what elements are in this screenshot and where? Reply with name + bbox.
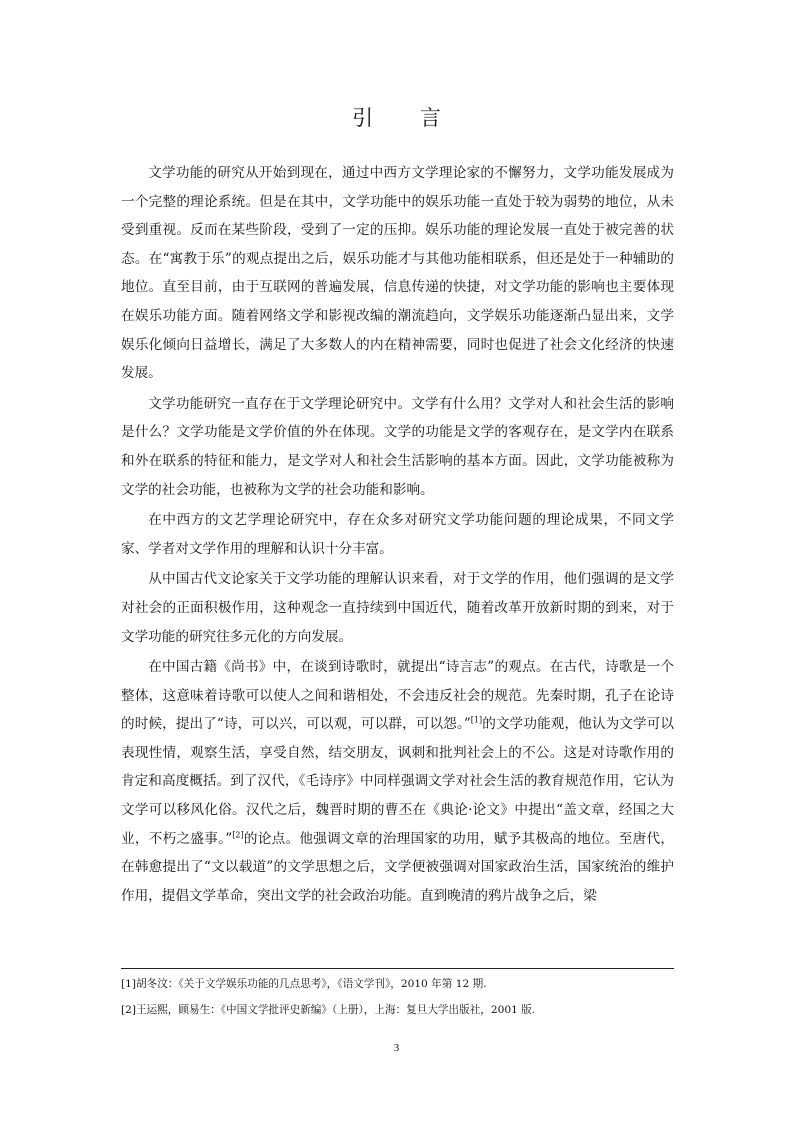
paragraph-text: 在中西方的文艺学理论研究中，存在众多对研究文学功能问题的理论成果，不同文学家、学者对文学作用的理解和认识十分丰富。: [121, 512, 674, 557]
paragraph-5: [121, 653, 674, 910]
footnote-ref-1[interactable]: [1]: [470, 715, 483, 725]
body-text: [121, 159, 674, 912]
paragraph-text: 在中国古籍《尚书》中，在谈到诗歌时，就提出“诗言志”的观点。在古代，诗歌是一个整体，这意味着诗歌可以使人之间和谐相处，不会违反社会的规范。先秦时期，孔子在论诗的时候，提出了“诗，可以兴，可以观，可以群，可以怨。”: [121, 659, 674, 733]
paragraph-text: 的文学功能观，他认为文学可以表现性情，观察生活，享受自然，结交朋友，讽刺和批判社会上的不公。这是对诗歌作用的肯定和高度概括。到了汉代，《毛诗序》中同样强调文学对社会生活的教育规范作用，它认为文学可以移风化俗。汉代之后，魏晋时期的曹丕在《典论·论文》中提出“盖文章，经国之大业，不朽之盛事。”: [121, 716, 674, 847]
paragraph-text: 文学功能的研究从开始到现在，通过中西方文学理论家的不懈努力，文学功能发展成为一个完整的理论系统。但是在其中，文学功能中的娱乐功能一直处于较为弱势的地位，从未受到重视。反而在某些阶段，受到了一定的压抑。娱乐功能的理论发展一直处于被完善的状态。在“寓教于乐”的观点提出之后，娱乐功能才与其他功能相联系，但还是处于一种辅助的地位。直至目前，由于互联网的普遍发展，信息传递的快捷，对文学功能的影响也主要体现在娱乐功能方面。随着网络文学和影视改编的潮流趋向，文学娱乐功能逐渐凸显出来，文学娱乐化倾向日益增长，满足了大多数人的内在精神需要，同时也促进了社会文化经济的快速发展。: [121, 165, 674, 382]
footnote-1: [1]胡冬汶：《关于文学娱乐功能的几点思考》，《语文学刊》，2010 年第 12 期.: [121, 978, 487, 990]
paragraph-4: [121, 565, 674, 651]
paragraph-2: [121, 390, 674, 504]
paragraph-text: 文学功能研究一直存在于文学理论研究中。文学有什么用？文学对人和社会生活的影响是什么？文学功能是文学价值的外在体现。文学的功能是文学的客观存在，是文学内在联系和外在联系的特征和能力，是文学对人和社会生活影响的基本方面。因此，文学功能被称为文学的社会功能，也被称为文学的社会功能和影响。: [121, 395, 674, 498]
paragraph-1: [121, 159, 674, 388]
footnote-ref-2[interactable]: [2]: [232, 830, 244, 840]
paragraph-text: 的论点。他强调文章的治理国家的功用，赋予其极高的地位。至唐代，在韩愈提出了“文以载道”的文学思想之后，文学便被强调对国家政治生活，国家统治的维护作用，提倡文学革命，突出文学的社会政治功能。直到晚清的鸦片战争之后，梁: [121, 830, 674, 904]
page-number: 3: [393, 1042, 400, 1054]
footnotes: [121, 974, 674, 1026]
page-title: 引 言: [352, 106, 461, 130]
paragraph-3: [121, 506, 674, 563]
footnote-2: [2]王运熙，顾易生：《中国文学批评史新编》（上册），上海：复旦大学出版社，2001 版.: [121, 1004, 536, 1016]
paragraph-text: 从中国古代文论家关于文学功能的理解认识来看，对于文学的作用，他们强调的是文学对社会的正面积极作用，这种观念一直持续到中国近代，随着改革开放新时期的到来，对于文学功能的研究往多元化的方向发展。: [121, 571, 674, 645]
footnote-divider: [121, 968, 674, 969]
